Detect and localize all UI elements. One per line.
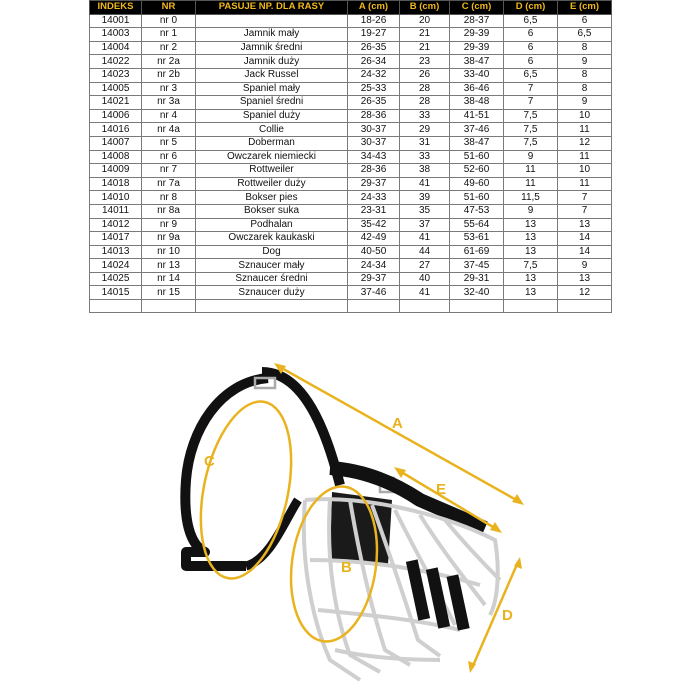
- table-cell: 52-60: [450, 164, 504, 178]
- table-cell: nr 2a: [142, 55, 196, 69]
- table-cell: 14010: [90, 191, 142, 205]
- table-cell: 9: [558, 55, 612, 69]
- table-cell: 9: [558, 96, 612, 110]
- table-cell: 38: [400, 164, 450, 178]
- table-cell: 40: [400, 272, 450, 286]
- table-body: [90, 14, 612, 312]
- table-row: [90, 259, 612, 273]
- table-cell: nr 2b: [142, 68, 196, 82]
- table-cell: 24-32: [348, 68, 400, 82]
- table-cell: nr 7: [142, 164, 196, 178]
- table-cell: 14001: [90, 14, 142, 28]
- table-cell: 34-43: [348, 150, 400, 164]
- table-cell: 23-31: [348, 204, 400, 218]
- table-cell: nr 8: [142, 191, 196, 205]
- table-cell: 14008: [90, 150, 142, 164]
- table-cell: 42-49: [348, 232, 400, 246]
- table-row: [90, 136, 612, 150]
- table-cell: 6: [504, 55, 558, 69]
- table-cell: 7,5: [504, 136, 558, 150]
- table-cell: 55-64: [450, 218, 504, 232]
- table-cell: 7,5: [504, 123, 558, 137]
- table-cell: Podhalan: [196, 218, 348, 232]
- table-row: [90, 286, 612, 300]
- table-cell: 31: [400, 136, 450, 150]
- table-cell: 14022: [90, 55, 142, 69]
- table-row: [90, 164, 612, 178]
- empty-row: [90, 300, 612, 313]
- table-cell: 13: [504, 218, 558, 232]
- table-cell: 13: [558, 272, 612, 286]
- table-cell: 14003: [90, 28, 142, 42]
- size-table: [89, 0, 612, 313]
- table-cell: 26-35: [348, 96, 400, 110]
- table-cell: nr 9a: [142, 232, 196, 246]
- table-cell: 26-34: [348, 55, 400, 69]
- table-cell: nr 15: [142, 286, 196, 300]
- table-cell: Doberman: [196, 136, 348, 150]
- table-cell: [196, 300, 348, 313]
- table-row: [90, 41, 612, 55]
- table-cell: 27: [400, 259, 450, 273]
- table-cell: 37-45: [450, 259, 504, 273]
- table-cell: 37-46: [348, 286, 400, 300]
- table-row: [90, 14, 612, 28]
- column-header: A (cm): [348, 1, 400, 15]
- table-cell: 30-37: [348, 123, 400, 137]
- table-cell: 7: [504, 96, 558, 110]
- column-header: PASUJE NP. DLA RASY: [196, 1, 348, 15]
- table-cell: Bokser suka: [196, 204, 348, 218]
- table-cell: 14025: [90, 272, 142, 286]
- table-cell: nr 6: [142, 150, 196, 164]
- table-cell: Dog: [196, 245, 348, 259]
- table-cell: 20: [400, 14, 450, 28]
- table-row: [90, 177, 612, 191]
- table-cell: [400, 300, 450, 313]
- table-cell: 14006: [90, 109, 142, 123]
- table-cell: Sznaucer duży: [196, 286, 348, 300]
- table-cell: 14005: [90, 82, 142, 96]
- table-cell: 51-60: [450, 191, 504, 205]
- table-row: [90, 68, 612, 82]
- table-cell: Jamnik średni: [196, 41, 348, 55]
- table-cell: nr 4: [142, 109, 196, 123]
- table-cell: Spaniel duży: [196, 109, 348, 123]
- table-cell: 39: [400, 191, 450, 205]
- table-cell: 33: [400, 109, 450, 123]
- table-cell: 7,5: [504, 259, 558, 273]
- table-cell: 33: [400, 150, 450, 164]
- table-cell: 6: [558, 14, 612, 28]
- table-cell: 14012: [90, 218, 142, 232]
- table-cell: 14024: [90, 259, 142, 273]
- table-cell: 12: [558, 136, 612, 150]
- table-cell: Sznaucer średni: [196, 272, 348, 286]
- table-row: [90, 150, 612, 164]
- column-header: B (cm): [400, 1, 450, 15]
- table-cell: 14016: [90, 123, 142, 137]
- table-cell: 6,5: [558, 28, 612, 42]
- table-cell: 14018: [90, 177, 142, 191]
- table-cell: 7: [504, 82, 558, 96]
- table-cell: nr 9: [142, 218, 196, 232]
- column-header: E (cm): [558, 1, 612, 15]
- table-cell: [142, 300, 196, 313]
- muzzle-diagram: [0, 340, 700, 700]
- table-cell: nr 10: [142, 245, 196, 259]
- table-cell: Rottweiler: [196, 164, 348, 178]
- table-row: [90, 232, 612, 246]
- label-d: D: [502, 607, 513, 624]
- table-cell: 29-39: [450, 41, 504, 55]
- table-cell: Jamnik mały: [196, 28, 348, 42]
- table-row: [90, 109, 612, 123]
- table-cell: [196, 14, 348, 28]
- table-cell: 8: [558, 41, 612, 55]
- table-row: [90, 272, 612, 286]
- table-cell: 30-37: [348, 136, 400, 150]
- table-cell: nr 7a: [142, 177, 196, 191]
- table-row: [90, 96, 612, 110]
- table-cell: 41: [400, 232, 450, 246]
- table-cell: 38-48: [450, 96, 504, 110]
- table-cell: 14007: [90, 136, 142, 150]
- table-cell: Spaniel mały: [196, 82, 348, 96]
- table-cell: 49-60: [450, 177, 504, 191]
- table-cell: 7: [558, 204, 612, 218]
- table-cell: 11: [504, 177, 558, 191]
- table-cell: 14013: [90, 245, 142, 259]
- table-cell: 41: [400, 177, 450, 191]
- table-cell: 24-34: [348, 259, 400, 273]
- table-cell: 21: [400, 28, 450, 42]
- table-cell: 21: [400, 41, 450, 55]
- table-cell: 10: [558, 109, 612, 123]
- label-e: E: [436, 481, 447, 498]
- table-cell: nr 3a: [142, 96, 196, 110]
- table-cell: 8: [558, 82, 612, 96]
- table-cell: nr 14: [142, 272, 196, 286]
- table-cell: Spaniel średni: [196, 96, 348, 110]
- table-cell: [450, 300, 504, 313]
- table-cell: Jamnik duży: [196, 55, 348, 69]
- table-cell: 51-60: [450, 150, 504, 164]
- table-cell: 28-36: [348, 109, 400, 123]
- table-cell: 6: [504, 41, 558, 55]
- label-b: B: [341, 559, 352, 576]
- table-cell: 14: [558, 232, 612, 246]
- table-cell: nr 1: [142, 28, 196, 42]
- table-cell: Bokser pies: [196, 191, 348, 205]
- table-cell: 14009: [90, 164, 142, 178]
- table-row: [90, 218, 612, 232]
- table-cell: 11: [558, 177, 612, 191]
- table-cell: 61-69: [450, 245, 504, 259]
- table-cell: 32-40: [450, 286, 504, 300]
- table-cell: 6,5: [504, 14, 558, 28]
- table-cell: nr 5: [142, 136, 196, 150]
- column-header: C (cm): [450, 1, 504, 15]
- table-cell: 35-42: [348, 218, 400, 232]
- table-cell: 14004: [90, 41, 142, 55]
- table-cell: [504, 300, 558, 313]
- table-cell: nr 8a: [142, 204, 196, 218]
- table-cell: 6: [504, 28, 558, 42]
- table-cell: 26-35: [348, 41, 400, 55]
- table-cell: 37-46: [450, 123, 504, 137]
- table-cell: nr 13: [142, 259, 196, 273]
- table-cell: 25-33: [348, 82, 400, 96]
- table-cell: 10: [558, 164, 612, 178]
- table-cell: 14017: [90, 232, 142, 246]
- table-cell: 9: [504, 204, 558, 218]
- table-cell: 13: [558, 218, 612, 232]
- table-cell: nr 0: [142, 14, 196, 28]
- table-cell: 28: [400, 82, 450, 96]
- column-header: NR: [142, 1, 196, 15]
- table-row: [90, 28, 612, 42]
- table-cell: 13: [504, 286, 558, 300]
- table-cell: [90, 300, 142, 313]
- table-row: [90, 204, 612, 218]
- table-cell: Jack Russel: [196, 68, 348, 82]
- table-cell: Rottweiler duży: [196, 177, 348, 191]
- table-cell: 14021: [90, 96, 142, 110]
- table-cell: 14023: [90, 68, 142, 82]
- table-cell: 29-39: [450, 28, 504, 42]
- table-cell: 38-47: [450, 55, 504, 69]
- table-cell: Sznaucer mały: [196, 259, 348, 273]
- table-cell: 36-46: [450, 82, 504, 96]
- table-cell: Collie: [196, 123, 348, 137]
- table-row: [90, 245, 612, 259]
- table-cell: 28: [400, 96, 450, 110]
- table-cell: 9: [558, 259, 612, 273]
- table-cell: 14011: [90, 204, 142, 218]
- column-header: D (cm): [504, 1, 558, 15]
- table-cell: 7,5: [504, 109, 558, 123]
- table-cell: 37: [400, 218, 450, 232]
- table-cell: nr 3: [142, 82, 196, 96]
- table-cell: 24-33: [348, 191, 400, 205]
- table-cell: 28-36: [348, 164, 400, 178]
- table-cell: 29-37: [348, 272, 400, 286]
- table-cell: 11: [504, 164, 558, 178]
- table-cell: 13: [504, 245, 558, 259]
- table-cell: nr 4a: [142, 123, 196, 137]
- table-cell: Owczarek niemiecki: [196, 150, 348, 164]
- column-header: INDEKS: [90, 1, 142, 15]
- table-cell: 14015: [90, 286, 142, 300]
- table-cell: Owczarek kaukaski: [196, 232, 348, 246]
- table-cell: 8: [558, 68, 612, 82]
- table-cell: 47-53: [450, 204, 504, 218]
- table-cell: 33-40: [450, 68, 504, 82]
- table-row: [90, 82, 612, 96]
- table-cell: 29-37: [348, 177, 400, 191]
- table-cell: 29-31: [450, 272, 504, 286]
- table-row: [90, 55, 612, 69]
- table-cell: 13: [504, 272, 558, 286]
- table-cell: 19-27: [348, 28, 400, 42]
- table-cell: 7: [558, 191, 612, 205]
- table-cell: 23: [400, 55, 450, 69]
- table-cell: 11: [558, 150, 612, 164]
- table-cell: 11: [558, 123, 612, 137]
- table-cell: 41-51: [450, 109, 504, 123]
- header-row: [90, 1, 612, 15]
- table-row: [90, 191, 612, 205]
- table-cell: 41: [400, 286, 450, 300]
- table-cell: 9: [504, 150, 558, 164]
- table-cell: 53-61: [450, 232, 504, 246]
- table-cell: 26: [400, 68, 450, 82]
- table-cell: 13: [504, 232, 558, 246]
- table-cell: 6,5: [504, 68, 558, 82]
- label-c: C: [204, 453, 215, 470]
- table-cell: 12: [558, 286, 612, 300]
- table-header: [90, 1, 612, 15]
- table-cell: 11,5: [504, 191, 558, 205]
- table-cell: 38-47: [450, 136, 504, 150]
- table-cell: 29: [400, 123, 450, 137]
- table-cell: [558, 300, 612, 313]
- table-cell: 14: [558, 245, 612, 259]
- table-cell: 28-37: [450, 14, 504, 28]
- table-cell: [348, 300, 400, 313]
- label-a: A: [392, 415, 403, 432]
- table-cell: 44: [400, 245, 450, 259]
- table-cell: 18-26: [348, 14, 400, 28]
- table-cell: 40-50: [348, 245, 400, 259]
- table-cell: 35: [400, 204, 450, 218]
- table-cell: nr 2: [142, 41, 196, 55]
- table-row: [90, 123, 612, 137]
